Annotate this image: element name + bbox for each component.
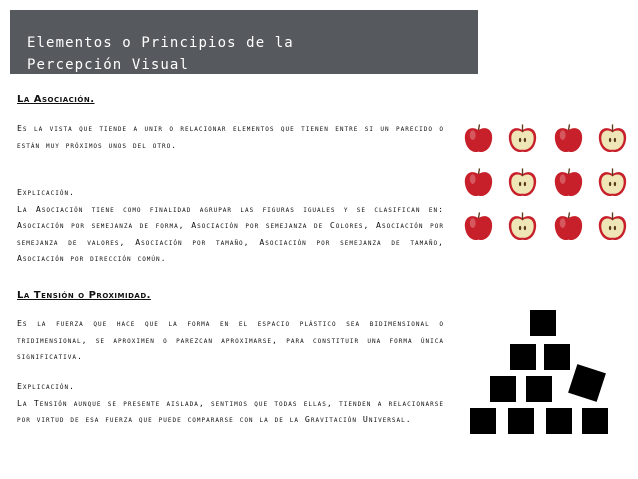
pyramid-block	[582, 408, 608, 434]
apple-grid-illustration	[462, 122, 630, 244]
title-line-2: Percepción Visual	[27, 57, 189, 73]
pyramid-block	[470, 408, 496, 434]
apple-whole-icon	[552, 210, 585, 244]
pyramid-block	[546, 408, 572, 434]
apple-whole-icon	[462, 122, 495, 156]
apple-half-icon	[596, 122, 629, 156]
pyramid-block	[530, 310, 556, 336]
page-title	[27, 32, 467, 76]
apple-whole-icon	[462, 210, 495, 244]
apple-half-icon	[596, 210, 629, 244]
apple-whole-icon	[462, 166, 495, 200]
apple-half-icon	[506, 166, 539, 200]
apple-whole-icon	[552, 122, 585, 156]
title-line-1: Elementos o Principios de la	[27, 35, 294, 51]
apple-half-icon	[506, 210, 539, 244]
tension-explanation: La Tensión aunque se presente aislada, sentimos que todas ellas, tienden a relacionarse por virtud de esa fuerza que puede compararse con la de la Gravitación Universal.	[17, 397, 444, 424]
apple-whole-icon	[552, 166, 585, 200]
block-pyramid-illustration	[468, 310, 618, 435]
asociacion-intro: Es la vista que tiende a unir o relacionar elementos que tienen entre si un parecido o están muy próximos unos del otro.	[17, 123, 444, 150]
pyramid-block	[510, 344, 536, 370]
explanation-label: Explicación.	[17, 187, 75, 197]
tilted-pyramid-block	[568, 364, 606, 402]
section-heading-tension: La Tensión o Proximidad.	[17, 290, 151, 301]
pyramid-block	[490, 376, 516, 402]
tension-explanation-block	[17, 378, 444, 428]
tension-intro: Es la fuerza que hace que la forma en el espacio plástico sea bidimensional o tridimensional, se aproximen o parezcan aproximarse, para constituir una forma única significativa.	[17, 318, 444, 361]
section-heading-asociacion: La Asociación.	[17, 94, 95, 105]
apple-half-icon	[596, 166, 629, 200]
pyramid-block	[508, 408, 534, 434]
title-banner	[10, 10, 478, 74]
pyramid-block	[544, 344, 570, 370]
explanation-label: Explicación.	[17, 381, 75, 391]
pyramid-block	[526, 376, 552, 402]
apple-half-icon	[506, 122, 539, 156]
asociacion-explanation: La Asociación tiene como finalidad agrupar las figuras iguales y se clasifican en: Asociación por semejanza de forma, Asociación por semejanza de Colores, Asociación por semejanza de valores, Asociación por tamaño, Asociación por semejanza de tamaño, Asociación por dirección común.	[17, 203, 444, 263]
asociacion-explanation-block	[17, 184, 444, 267]
